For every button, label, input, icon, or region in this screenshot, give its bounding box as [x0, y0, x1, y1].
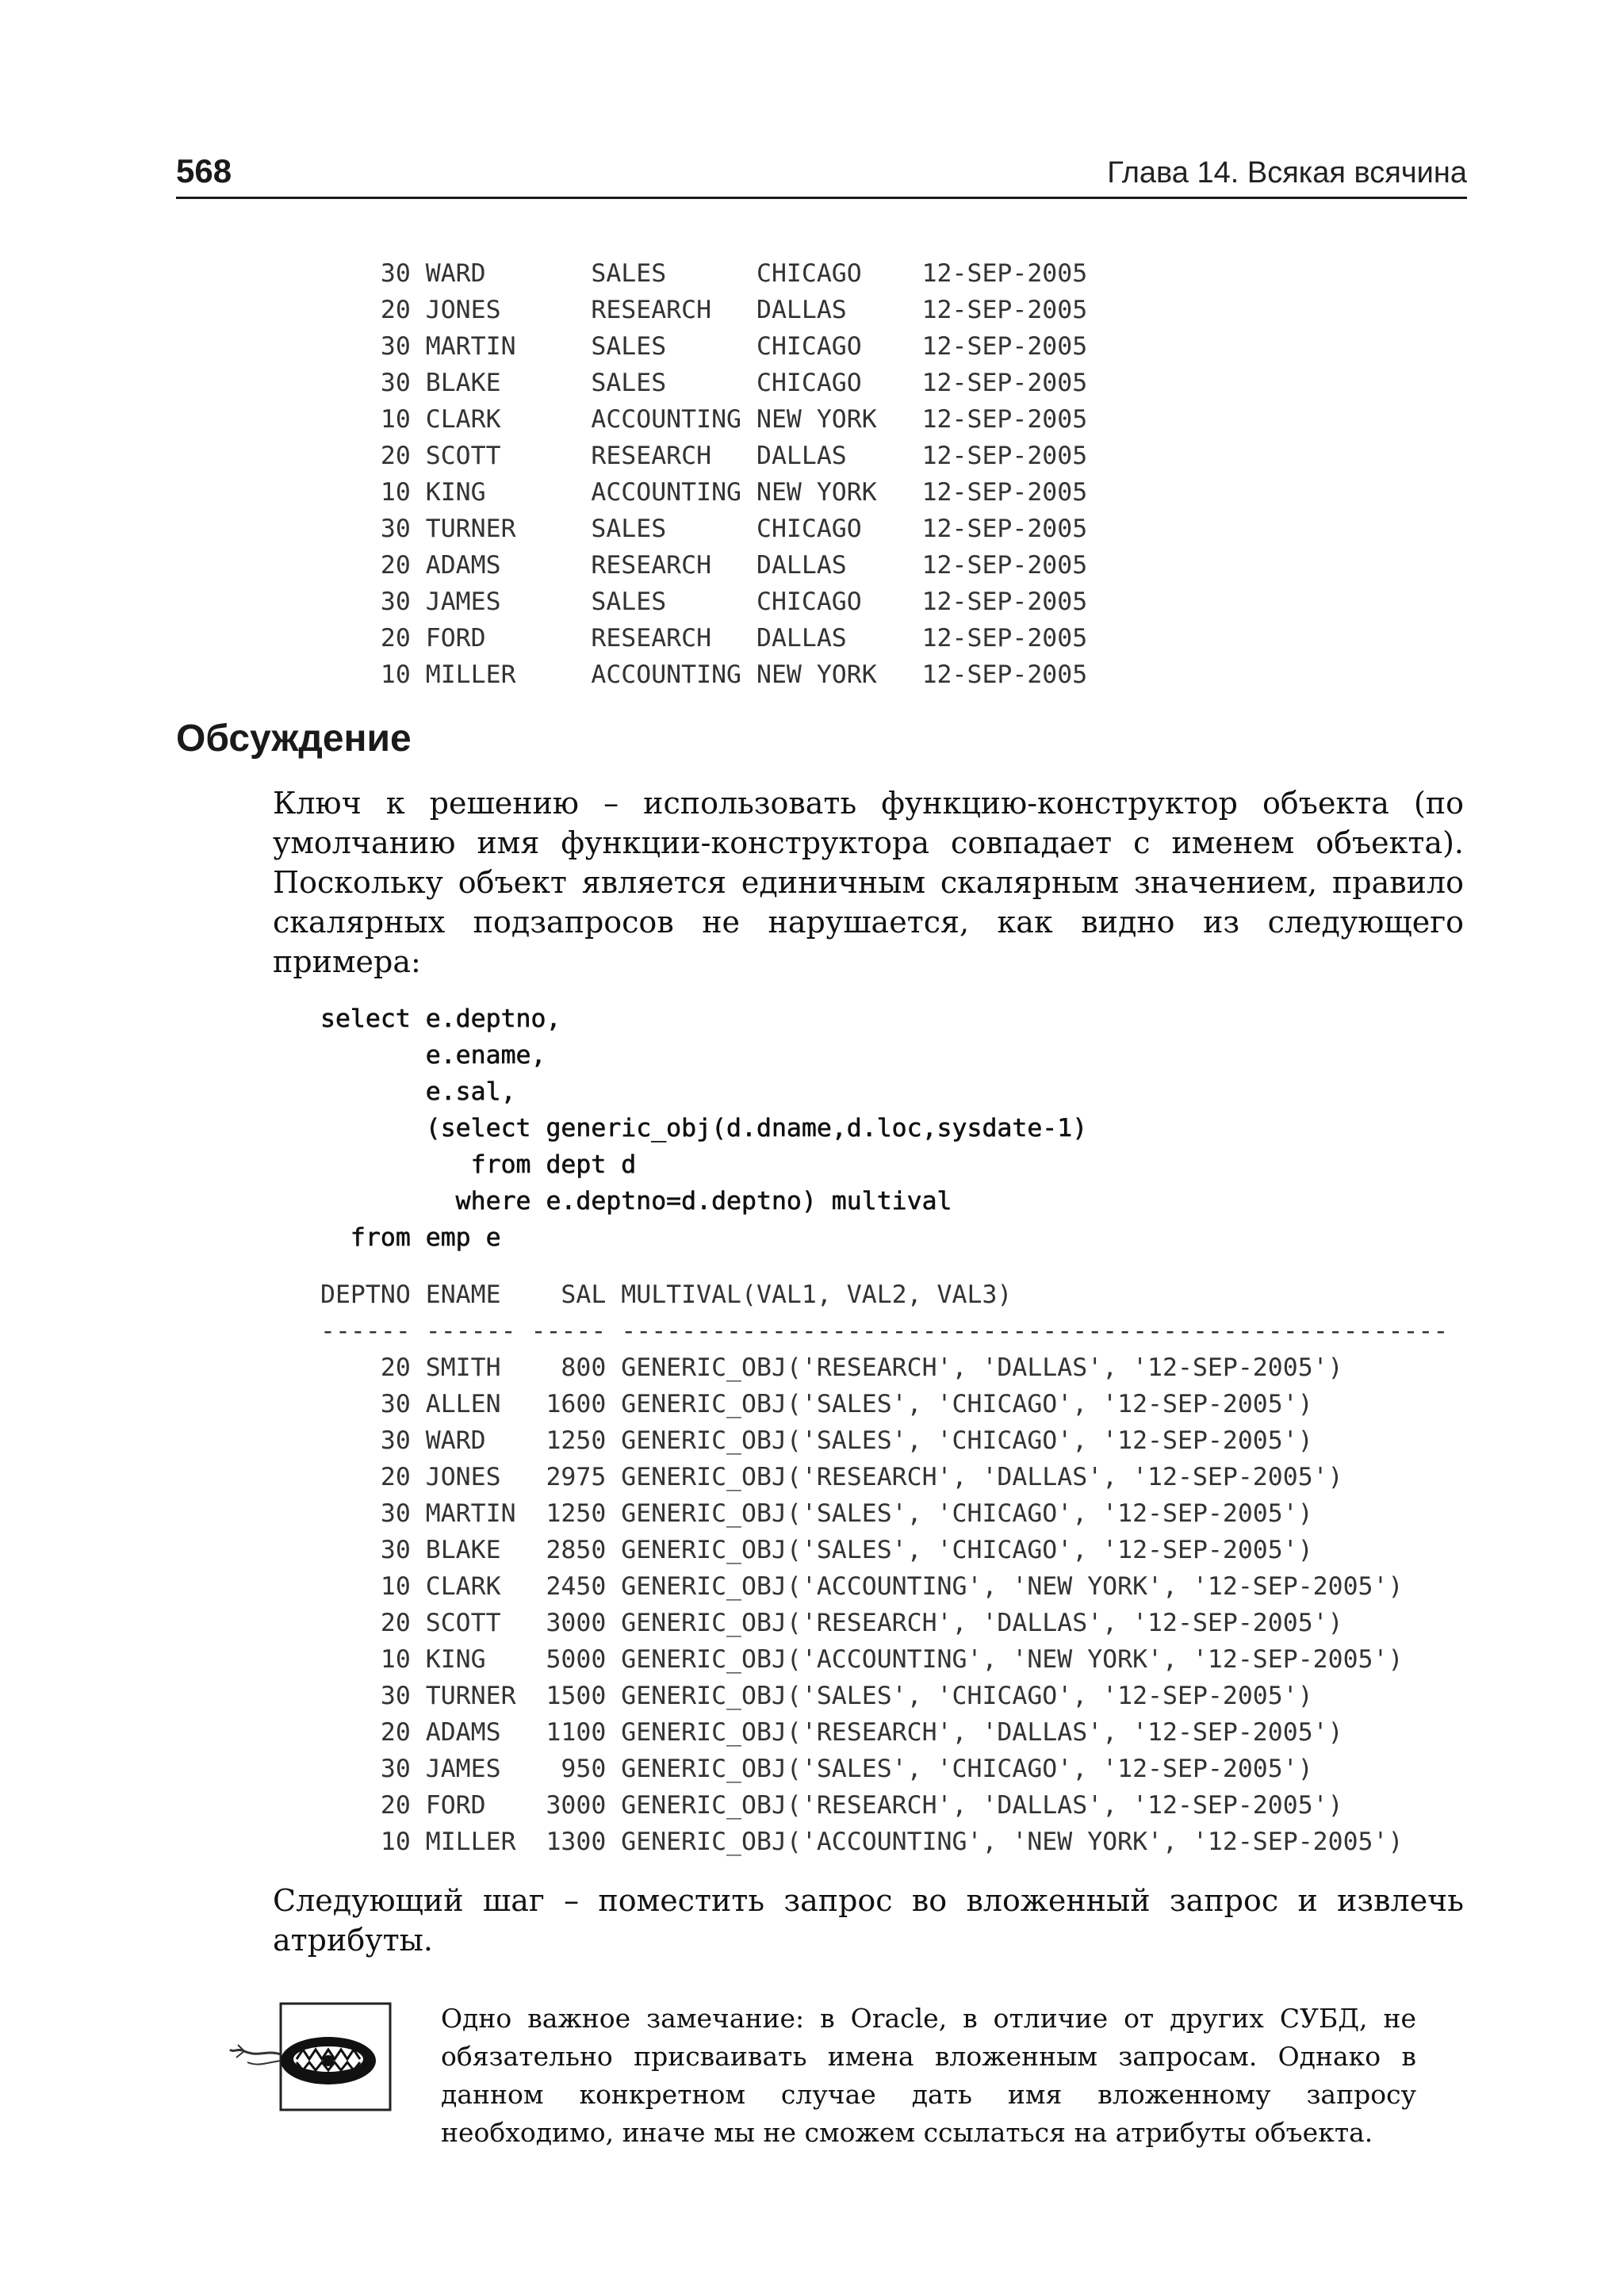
code-line: 30 JAMES SALES CHICAGO 12-SEP-2005 [320, 588, 1088, 616]
result-row: 10 CLARK 2450 GENERIC_OBJ('ACCOUNTING', 'NEW YORK', '12-SEP-2005') [320, 1572, 1404, 1601]
code-line: 30 TURNER SALES CHICAGO 12-SEP-2005 [320, 515, 1088, 543]
code-line: (select generic_obj(d.dname,d.loc,sysdate-1) [320, 1114, 1088, 1143]
code-line: e.ename, [320, 1041, 546, 1070]
result-row: 20 JONES 2975 GENERIC_OBJ('RESEARCH', 'DALLAS', '12-SEP-2005') [320, 1463, 1343, 1491]
bear-trap-icon [227, 2002, 393, 2113]
code-line: 30 BLAKE SALES CHICAGO 12-SEP-2005 [320, 369, 1088, 397]
result-separator: ------ ------ ----- ------------------------------------------------------- [320, 1317, 1449, 1346]
code-line: from dept d [320, 1150, 637, 1179]
multival-result-listing [320, 1277, 1448, 1860]
code-line: from emp e [320, 1223, 501, 1252]
result-row: 30 MARTIN 1250 GENERIC_OBJ('SALES', 'CHICAGO', '12-SEP-2005') [320, 1499, 1313, 1528]
result-row: 10 KING 5000 GENERIC_OBJ('ACCOUNTING', 'NEW YORK', '12-SEP-2005') [320, 1645, 1404, 1674]
code-line: 10 KING ACCOUNTING NEW YORK 12-SEP-2005 [320, 478, 1088, 507]
header-rule [176, 197, 1467, 199]
result-header: DEPTNO ENAME SAL MULTIVAL(VAL1, VAL2, VAL3) [320, 1280, 1013, 1309]
result-row: 30 TURNER 1500 GENERIC_OBJ('SALES', 'CHICAGO', '12-SEP-2005') [320, 1682, 1313, 1710]
code-line: 20 JONES RESEARCH DALLAS 12-SEP-2005 [320, 296, 1088, 324]
result-row: 30 BLAKE 2850 GENERIC_OBJ('SALES', 'CHICAGO', '12-SEP-2005') [320, 1536, 1313, 1564]
code-line: e.sal, [320, 1078, 516, 1106]
sql-query-listing [320, 1001, 1087, 1256]
result-row: 10 MILLER 1300 GENERIC_OBJ('ACCOUNTING', 'NEW YORK', '12-SEP-2005') [320, 1828, 1404, 1856]
result-row: 20 SCOTT 3000 GENERIC_OBJ('RESEARCH', 'DALLAS', '12-SEP-2005') [320, 1609, 1343, 1637]
result-row: 30 JAMES 950 GENERIC_OBJ('SALES', 'CHICAGO', '12-SEP-2005') [320, 1755, 1313, 1783]
code-line: where e.deptno=d.deptno) multival [320, 1187, 952, 1215]
code-line: 20 FORD RESEARCH DALLAS 12-SEP-2005 [320, 624, 1088, 653]
code-line: 10 CLARK ACCOUNTING NEW YORK 12-SEP-2005 [320, 405, 1088, 434]
result-row: 20 FORD 3000 GENERIC_OBJ('RESEARCH', 'DALLAS', '12-SEP-2005') [320, 1791, 1343, 1820]
page-number: 568 [176, 152, 232, 189]
result-row: 30 ALLEN 1600 GENERIC_OBJ('SALES', 'CHICAGO', '12-SEP-2005') [320, 1390, 1313, 1418]
code-line: 30 WARD SALES CHICAGO 12-SEP-2005 [320, 259, 1088, 288]
result-row: 30 WARD 1250 GENERIC_OBJ('SALES', 'CHICAGO', '12-SEP-2005') [320, 1426, 1313, 1455]
code-line: select e.deptno, [320, 1005, 561, 1033]
code-line: 20 SCOTT RESEARCH DALLAS 12-SEP-2005 [320, 442, 1088, 470]
section-heading: Обсуждение [176, 718, 412, 760]
code-line: 20 ADAMS RESEARCH DALLAS 12-SEP-2005 [320, 551, 1088, 580]
top-result-listing [320, 255, 1087, 693]
chapter-title: Глава 14. Всякая всячина [1107, 156, 1467, 189]
note-text: Одно важное замечание: в Oracle, в отличие от других СУБД, не обязательно присваивать имена вложенным запросам. Однако в данном конкретном случае дать имя вложенному запросу необходимо, иначе мы не сможем ссылаться на атрибуты объекта. [441, 2003, 1416, 2148]
result-row: 20 ADAMS 1100 GENERIC_OBJ('RESEARCH', 'DALLAS', '12-SEP-2005') [320, 1718, 1343, 1747]
code-line: 10 MILLER ACCOUNTING NEW YORK 12-SEP-2005 [320, 660, 1088, 689]
result-row: 20 SMITH 800 GENERIC_OBJ('RESEARCH', 'DALLAS', '12-SEP-2005') [320, 1353, 1343, 1382]
code-line: 30 MARTIN SALES CHICAGO 12-SEP-2005 [320, 332, 1088, 361]
body-paragraph: Следующий шаг – поместить запрос во вложенный запрос и извлечь атрибуты. [273, 1883, 1464, 1958]
body-paragraph: Ключ к решению – использовать функцию-конструктор объекта (по умолчанию имя функции-конструктора совпадает с именем объекта). Поскольку объект является единичным скалярным значением, правило скалярных подзапросов не нарушается, как видно из следующего примера: [273, 786, 1464, 979]
